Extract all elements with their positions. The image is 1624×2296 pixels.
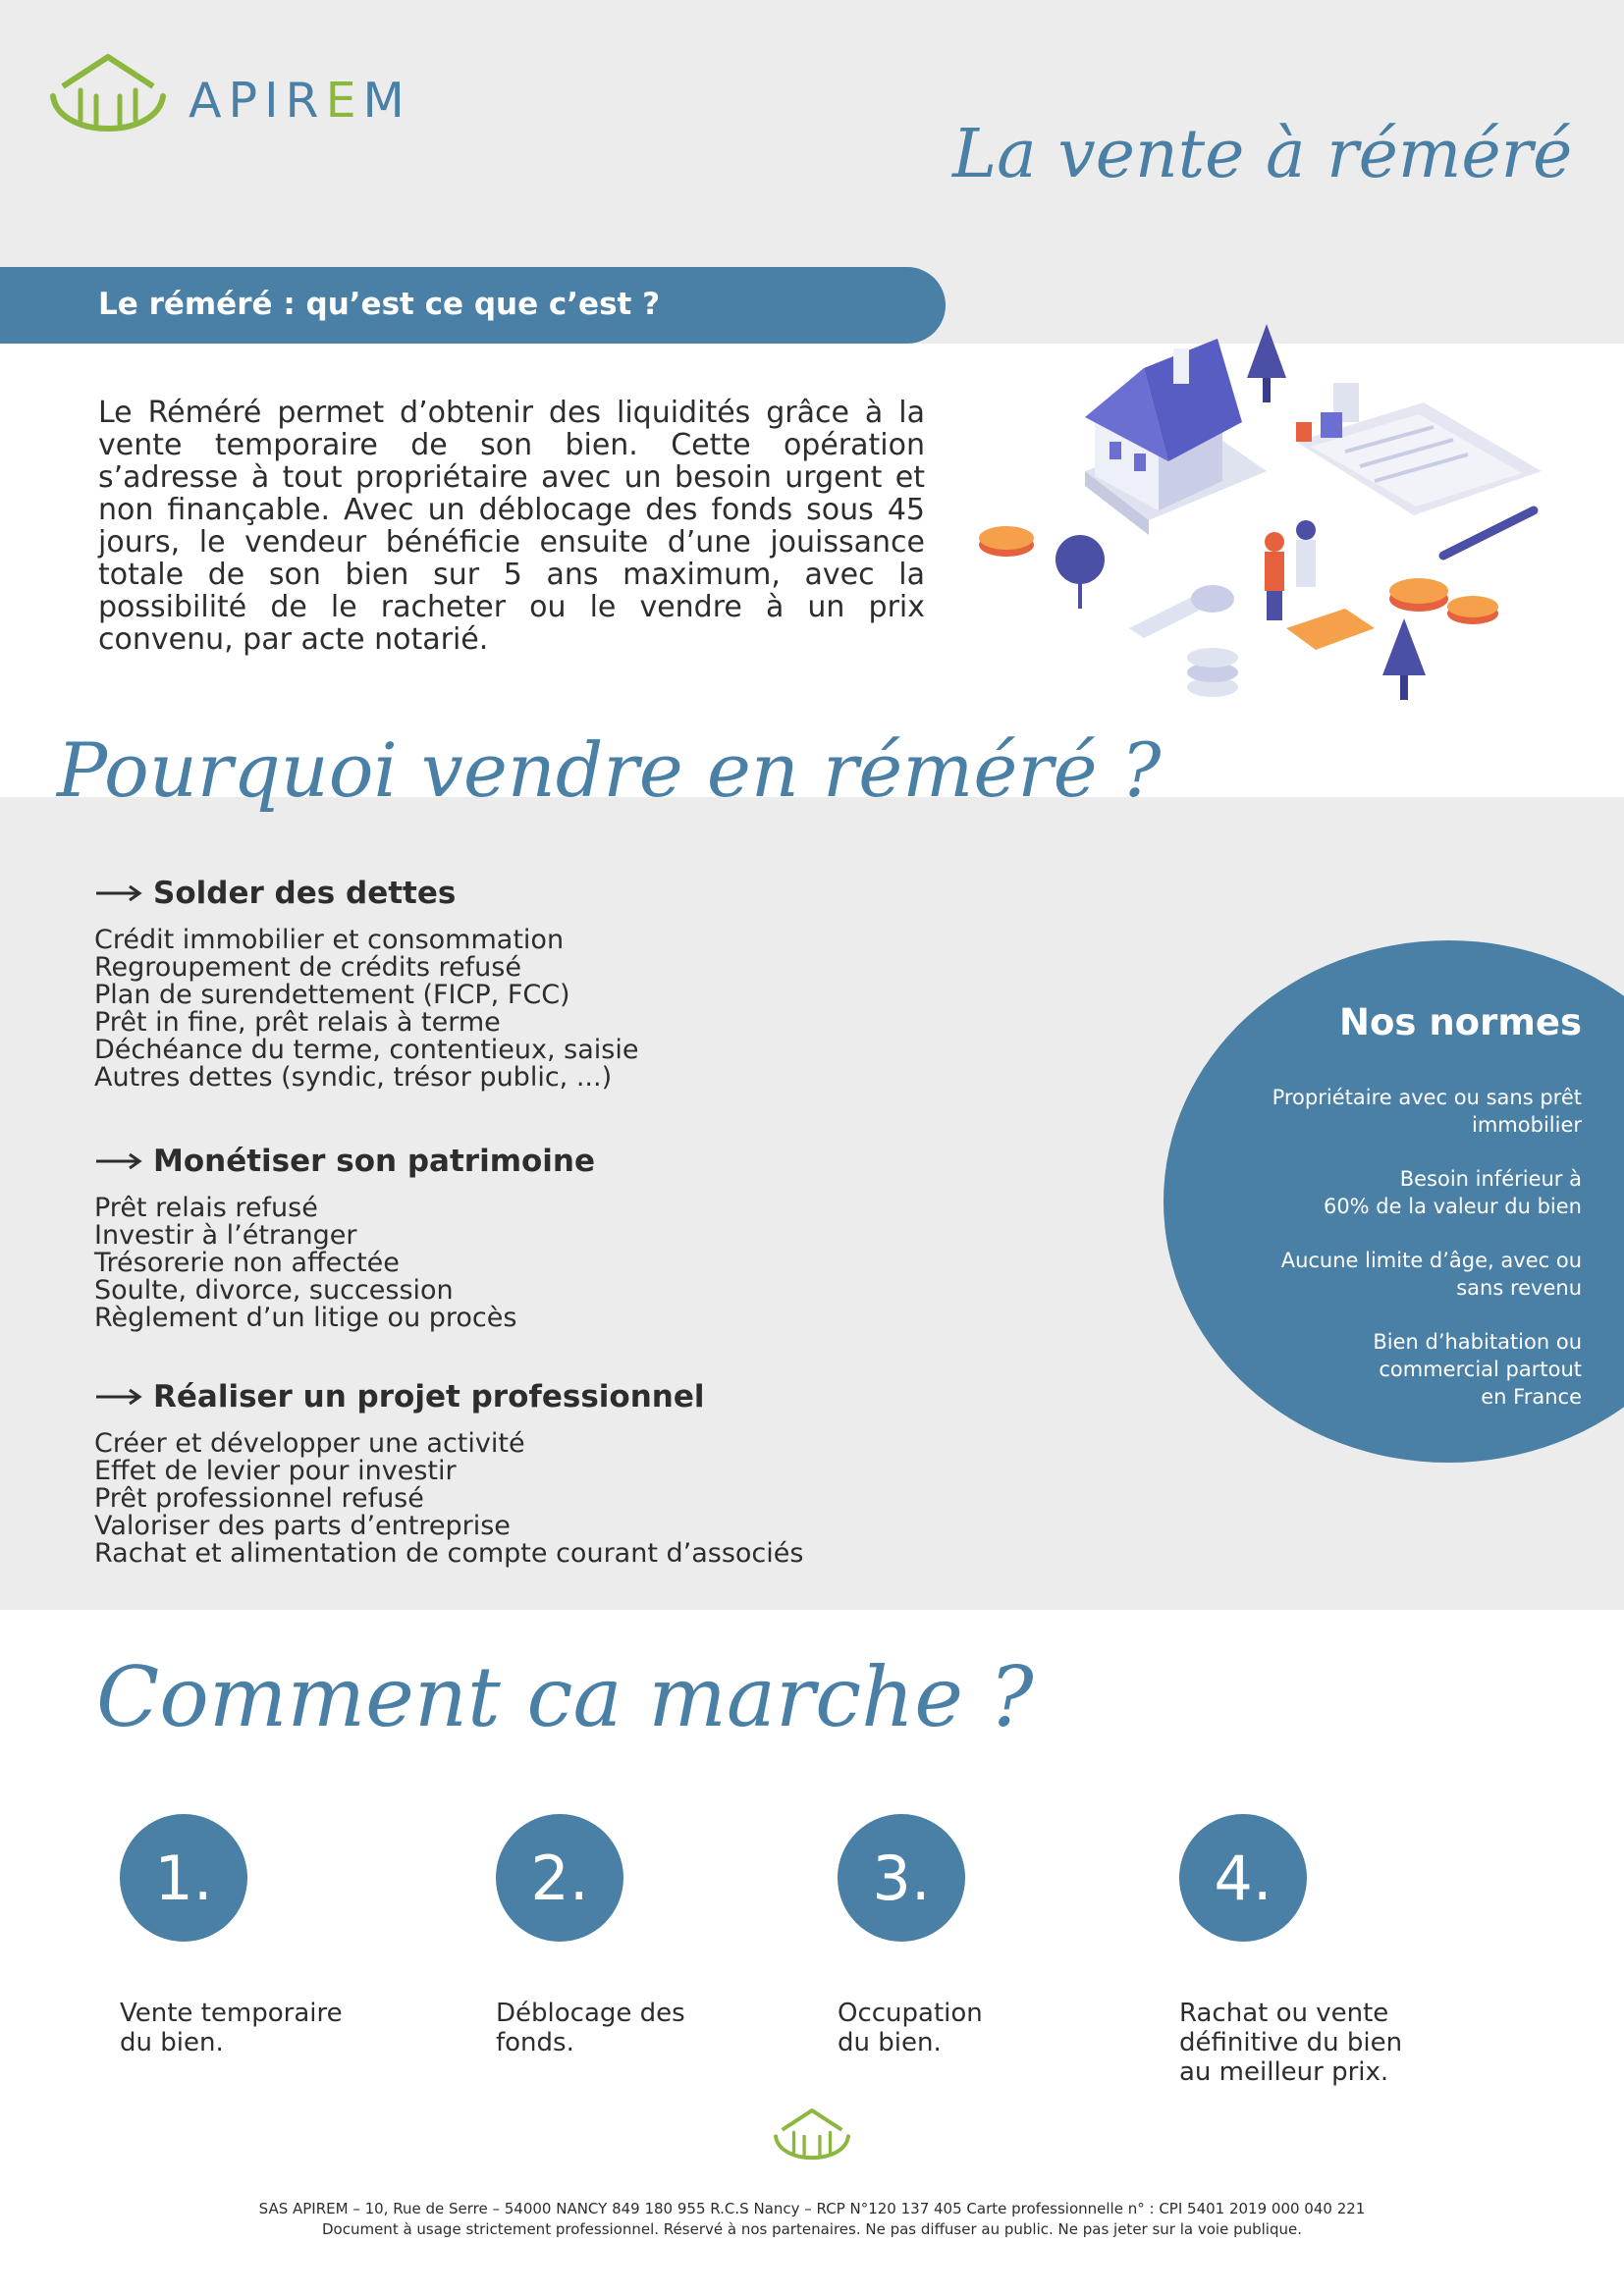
list-item: Investir à l’étranger <box>94 1220 357 1251</box>
list-item: Soulte, divorce, succession <box>94 1275 454 1306</box>
isometric-house-sale-illustration <box>972 324 1561 707</box>
list-item: Crédit immobilier et consommation <box>94 925 565 955</box>
why-section-heading: Monétiser son patrimoine <box>153 1144 596 1179</box>
step-number: 4. <box>1179 1814 1307 1942</box>
norm-item: Bien d’habitation ou commercial partout en France <box>1373 1330 1582 1409</box>
why-section-assets <box>94 1142 595 1332</box>
why-section-project <box>94 1377 803 1568</box>
house-outline-icon <box>49 51 167 149</box>
list-item: Déchéance du terme, contentieux, saisie <box>94 1035 639 1065</box>
why-section-debts <box>94 874 638 1092</box>
how-title: Comment ca marche ? <box>96 1649 1034 1745</box>
intro-heading: Le réméré : qu’est ce que c’est ? <box>98 287 661 322</box>
why-section-heading: Solder des dettes <box>153 876 457 911</box>
why-title: Pourquoi vendre en réméré ? <box>57 726 1162 814</box>
norms-panel <box>1164 940 1582 1463</box>
footer-notice-line: Document à usage strictement professionnel. Réservé à nos partenaires. Ne pas diffuser au public. Ne pas jeter sur la voie publique. <box>321 2220 1302 2238</box>
list-item: Prêt professionnel refusé <box>94 1483 424 1514</box>
step-3 <box>838 1814 983 2057</box>
norm-item: Aucune limite d’âge, avec ou sans revenu <box>1280 1249 1582 1300</box>
brand-name: APIREM <box>189 73 411 129</box>
footer-logo <box>772 2107 852 2175</box>
hero-title: La vente à réméré <box>952 116 1573 193</box>
list-item: Plan de surendettement (FICP, FCC) <box>94 980 570 1010</box>
list-item: Trésorerie non affectée <box>94 1248 400 1278</box>
list-item: Prêt relais refusé <box>94 1193 318 1223</box>
step-2 <box>496 1814 685 2057</box>
arrow-right-icon <box>94 883 143 903</box>
step-number: 2. <box>496 1814 623 1942</box>
step-text: Vente temporaire du bien. <box>120 1999 343 2057</box>
list-item: Regroupement de crédits refusé <box>94 952 521 983</box>
footer-legal-line: SAS APIREM – 10, Rue de Serre – 54000 NANCY 849 180 955 R.C.S Nancy – RCP N°120 137 405 Carte professionnelle n° : CPI 5401 2019 000 040 221 <box>258 2200 1366 2217</box>
footer <box>0 2199 1624 2240</box>
intro-heading-banner <box>0 267 946 344</box>
list-item: Effet de levier pour investir <box>94 1456 457 1486</box>
list-item: Valoriser des parts d’entreprise <box>94 1511 511 1541</box>
arrow-right-icon <box>94 1387 143 1407</box>
brand-logo <box>49 51 442 149</box>
step-number: 1. <box>120 1814 247 1942</box>
list-item: Prêt in fine, prêt relais à terme <box>94 1007 501 1038</box>
norms-title: Nos normes <box>1339 1001 1582 1043</box>
step-1 <box>120 1814 343 2057</box>
step-4 <box>1179 1814 1402 2087</box>
step-text: Déblocage des fonds. <box>496 1999 685 2057</box>
list-item: Créer et développer une activité <box>94 1428 525 1459</box>
list-item: Règlement d’un litige ou procès <box>94 1303 517 1333</box>
step-number: 3. <box>838 1814 965 1942</box>
list-item: Rachat et alimentation de compte courant d’associés <box>94 1538 804 1569</box>
norm-item: Besoin inférieur à 60% de la valeur du bien <box>1323 1167 1582 1218</box>
arrow-right-icon <box>94 1151 143 1171</box>
intro-body: Le Réméré permet d’obtenir des liquidités grâce à la vente temporaire de son bien. Cette opération s’adresse à tout propriétaire avec un besoin urgent et non finançable. Avec un déblocage des fonds sous 45 jours, le vendeur bénéficie ensuite d’une jouissance totale de son bien sur 5 ans maximum, avec la possibilité de le racheter ou le vendre à un prix convenu, par acte notarié. <box>98 396 925 657</box>
list-item: Autres dettes (syndic, trésor public, ...) <box>94 1062 613 1093</box>
why-section-heading: Réaliser un projet professionnel <box>153 1379 705 1415</box>
step-text: Rachat ou vente définitive du bien au meilleur prix. <box>1179 1999 1403 2087</box>
step-text: Occupation du bien. <box>838 1999 983 2057</box>
house-outline-icon <box>772 2107 852 2171</box>
norm-item: Propriétaire avec ou sans prêt immobilier <box>1272 1086 1582 1137</box>
